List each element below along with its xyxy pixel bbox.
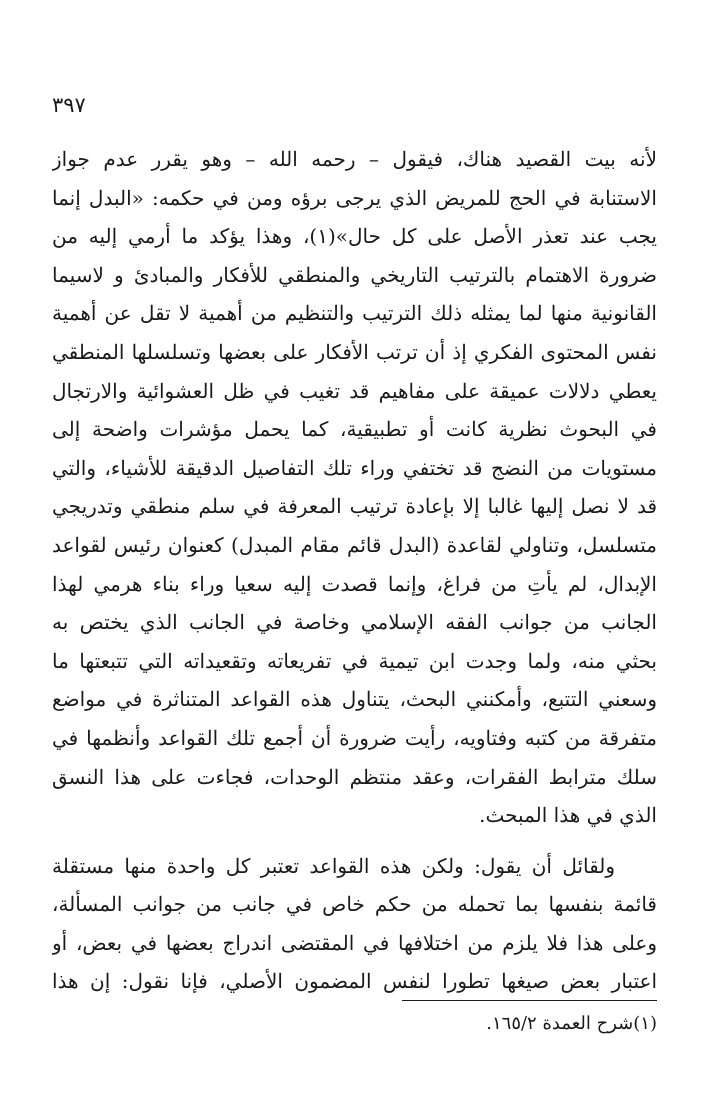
text-line: بحثي منه، ولما وجدت ابن تيمية في تفريعاته وتقعيداته التي تتبعتها ما xyxy=(52,648,657,673)
text-line: متسلسل، وتناولي لقاعدة (البدل قائم مقام المبدل) كعنوان رئيس لقواعد xyxy=(52,532,657,557)
text-line: الاستنابة في الحج للمريض الذي يرجى برؤه ومن في حكمه: «البدل إنما xyxy=(52,185,657,210)
paragraph-2 xyxy=(52,847,657,1001)
text-line: قائمة بنفسها بما تحمله من حكم خاص في جانب من جوانب المسألة، xyxy=(52,892,657,917)
text-line: الذي في هذا المبحث. xyxy=(479,803,657,828)
footnote: (١)شرح العمدة ١٦٥/٢. xyxy=(486,1013,657,1034)
text-line: اعتبار بعض صيغها تطورا لنفس المضمون الأصلي، فإنا نقول: إن هذا xyxy=(52,969,657,994)
body-text xyxy=(52,140,657,1001)
text-line: ولقائل أن يقول: ولكن هذه القواعد تعتبر كل واحدة منها مستقلة xyxy=(52,853,615,878)
text-line: قد لا نصل إليها غالبا إلا بإعادة ترتيب المعرفة في سلم منطقي وتدريجي xyxy=(52,494,657,519)
paragraph-1 xyxy=(52,140,657,835)
footnote-divider xyxy=(402,1000,657,1001)
text-line: يعطي دلالات عميقة على مفاهيم قد تغيب في ظل العشوائية والارتجال xyxy=(52,378,657,403)
text-line: وعلى هذا فلا يلزم من اختلافها في المقتضى اندراج بعضها في بعض، أو xyxy=(52,930,657,955)
text-line: الجانب من جوانب الفقه الإسلامي وخاصة في الجانب الذي يختص به xyxy=(52,610,657,635)
text-line: مستويات من النضج قد تختفي وراء تلك التفاصيل الدقيقة للأشياء، والتي xyxy=(52,455,657,480)
text-line: متفرقة من كتبه وفتاويه، رأيت ضرورة أن أجمع تلك القواعد وأنظمها في xyxy=(52,725,657,750)
text-line: لأنه بيت القصيد هناك، فيقول – رحمه الله – وهو يقرر عدم جواز xyxy=(52,147,657,171)
text-line: سلك مترابط الفقرات، وعقد منتظم الوحدات، فجاءت على هذا النسق xyxy=(52,764,657,789)
text-line: في البحوث نظرية كانت أو تطبيقية، كما يحمل مؤشرات واضحة إلى xyxy=(52,417,657,442)
text-line: وسعني التتبع، وأمكنني البحث، يتناول هذه القواعد المتناثرة في مواضع xyxy=(52,687,657,712)
text-line: القانونية منها لما يمثله ذلك الترتيب والتنظيم من أهمية لا تقل عن أهمية xyxy=(52,301,657,326)
text-line: ضرورة الاهتمام بالترتيب التاريخي والمنطقي للأفكار والمبادئ و لاسيما xyxy=(52,262,657,287)
document-page xyxy=(52,80,657,1060)
paragraph-gap xyxy=(52,835,657,847)
text-line: يجب عند تعذر الأصل على كل حال»(١)، وهذا يؤكد ما أرمي إليه من xyxy=(52,224,657,249)
text-line: نفس المحتوى الفكري إذ أن ترتب الأفكار على بعضها وتسلسلها المنطقي xyxy=(52,339,657,364)
page-number: ٣٩٧ xyxy=(52,93,86,117)
text-line: الإبدال، لم يأتِ من فراغ، وإنما قصدت إليه سعيا وراء بناء هرمي لهذا xyxy=(52,571,657,596)
